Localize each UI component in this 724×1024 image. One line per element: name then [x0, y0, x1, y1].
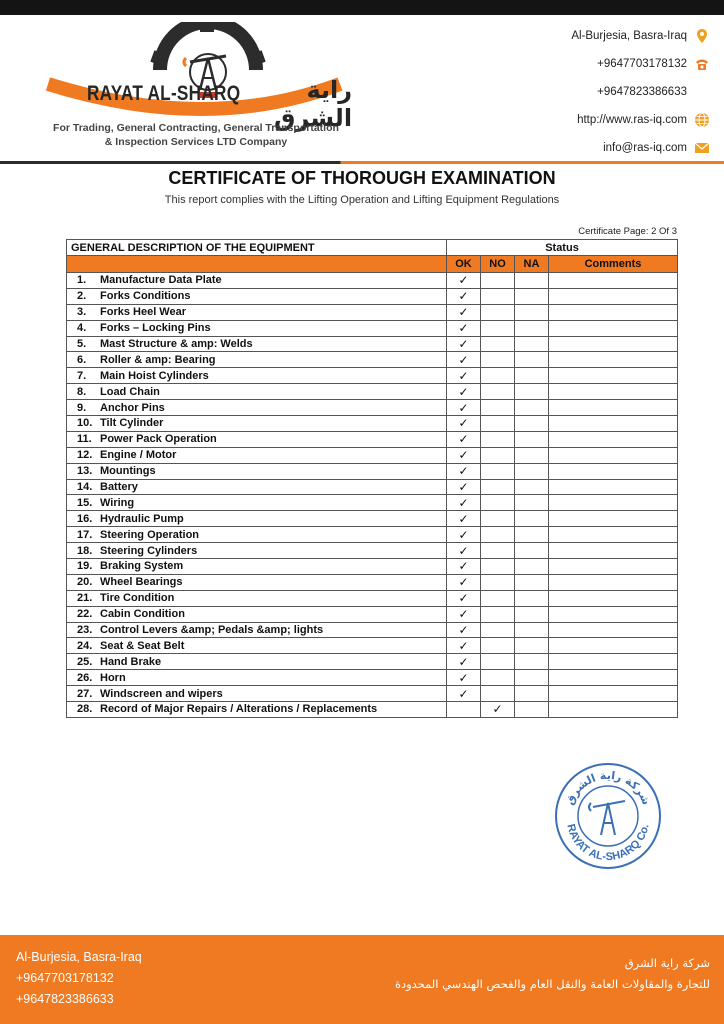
item-number: 23. [77, 624, 93, 637]
check-mark-icon: ✓ [492, 702, 503, 717]
status-na-cell [515, 320, 549, 336]
comments-cell [549, 495, 678, 511]
item-number: 15. [77, 496, 93, 509]
check-mark-icon: ✓ [458, 638, 469, 653]
status-no-cell [481, 527, 515, 543]
item-label: Wiring [100, 496, 135, 509]
status-ok-cell [447, 384, 481, 400]
status-ok-cell [447, 352, 481, 368]
item-cell [67, 288, 447, 304]
item-number: 3. [77, 306, 87, 319]
status-ok-cell [447, 638, 481, 654]
check-mark-icon: ✓ [458, 400, 469, 415]
comments-cell [549, 479, 678, 495]
status-na-cell [515, 288, 549, 304]
tagline-line-2: & Inspection Services LTD Company [104, 136, 288, 148]
comments-cell [549, 638, 678, 654]
status-no-cell [481, 590, 515, 606]
item-label: Forks Conditions [100, 290, 191, 303]
logo-text-arabic: راية الشرق [274, 76, 353, 132]
item-cell [67, 638, 447, 654]
status-ok-cell [447, 543, 481, 559]
check-mark-icon: ✓ [458, 623, 469, 638]
status-na-cell [515, 400, 549, 416]
footer-phone-1[interactable]: +9647703178132 [16, 971, 114, 985]
check-mark-icon: ✓ [458, 527, 469, 542]
footer-contact [16, 947, 142, 1010]
comments-cell [549, 368, 678, 384]
check-mark-icon: ✓ [458, 495, 469, 510]
email-text[interactable]: info@ras-iq.com [603, 142, 687, 154]
mail-icon [694, 140, 710, 156]
status-na-cell [515, 431, 549, 447]
table-row [67, 527, 678, 543]
status-na-cell [515, 352, 549, 368]
company-stamp [553, 761, 663, 871]
status-ok-cell [447, 686, 481, 702]
status-ok-cell [447, 463, 481, 479]
contact-address [460, 22, 710, 50]
item-number: 16. [77, 512, 93, 525]
item-cell [67, 463, 447, 479]
table-row [67, 638, 678, 654]
comments-cell [549, 622, 678, 638]
check-mark-icon: ✓ [458, 607, 469, 622]
header-blank [67, 256, 447, 273]
comments-cell [549, 543, 678, 559]
status-na-cell [515, 416, 549, 432]
table-row [67, 431, 678, 447]
status-no-cell [481, 416, 515, 432]
item-number: 17. [77, 528, 93, 541]
item-label: Steering Cylinders [100, 544, 198, 557]
check-mark-icon: ✓ [458, 480, 469, 495]
check-mark-icon: ✓ [458, 321, 469, 336]
table-header-row-2 [67, 256, 678, 273]
status-ok-cell [447, 447, 481, 463]
status-na-cell [515, 654, 549, 670]
status-na-cell [515, 479, 549, 495]
check-mark-icon: ✓ [458, 543, 469, 558]
stamp-derrick-icon [589, 801, 625, 835]
comments-cell [549, 416, 678, 432]
status-na-cell [515, 527, 549, 543]
status-na-cell [515, 368, 549, 384]
item-label: Seat & Seat Belt [100, 639, 185, 652]
status-na-cell [515, 495, 549, 511]
page-title: CERTIFICATE OF THOROUGH EXAMINATION [168, 168, 556, 188]
table-row [67, 670, 678, 686]
status-ok-cell [447, 670, 481, 686]
contact-phone-1[interactable] [460, 50, 710, 78]
item-label: Steering Operation [100, 528, 200, 541]
item-number: 14. [77, 481, 93, 494]
item-number: 27. [77, 687, 93, 700]
status-ok-cell [447, 606, 481, 622]
comments-cell [549, 400, 678, 416]
contact-website[interactable] [460, 106, 710, 134]
item-label: Control Levers &amp; Pedals &amp; lights [100, 624, 324, 637]
item-label: Mast Structure & amp: Welds [100, 338, 253, 350]
status-no-cell [481, 288, 515, 304]
phone-2-text[interactable]: +9647823386633 [597, 86, 687, 98]
check-mark-icon: ✓ [458, 575, 469, 590]
status-ok-cell [447, 273, 481, 289]
item-cell [67, 511, 447, 527]
check-mark-icon: ✓ [458, 448, 469, 463]
status-ok-cell [447, 622, 481, 638]
comments-cell [549, 686, 678, 702]
item-number: 19. [77, 560, 93, 573]
item-cell [67, 352, 447, 368]
item-label: Tire Condition [100, 592, 175, 605]
status-no-cell [481, 543, 515, 559]
status-ok-cell [447, 320, 481, 336]
status-no-cell [481, 495, 515, 511]
status-no-cell [481, 686, 515, 702]
item-label: Load Chain [100, 385, 160, 398]
status-ok-cell [447, 304, 481, 320]
table-row [67, 543, 678, 559]
item-number: 6. [77, 353, 87, 366]
comments-cell [549, 288, 678, 304]
item-label: Mountings [100, 465, 156, 478]
table-row [67, 622, 678, 638]
comments-cell [549, 574, 678, 590]
contact-email[interactable] [460, 134, 710, 162]
footer-address: Al-Burjesia, Basra-Iraq [16, 950, 142, 964]
comments-cell [549, 702, 678, 718]
location-pin-icon [694, 28, 710, 44]
status-na-cell [515, 702, 549, 718]
status-no-cell [481, 400, 515, 416]
item-number: 28. [77, 703, 93, 716]
table-row [67, 336, 678, 352]
item-label: Engine / Motor [100, 449, 177, 462]
table-row [67, 590, 678, 606]
contact-phone-2[interactable] [460, 78, 710, 106]
status-ok-cell [447, 400, 481, 416]
phone-1-text[interactable]: +9647703178132 [597, 58, 687, 70]
item-cell [67, 304, 447, 320]
item-label: Main Hoist Cylinders [100, 369, 209, 382]
item-number: 12. [77, 449, 93, 462]
status-na-cell [515, 304, 549, 320]
item-label: Roller & amp: Bearing [100, 353, 216, 366]
item-cell [67, 400, 447, 416]
status-no-cell [481, 368, 515, 384]
item-cell [67, 384, 447, 400]
comments-cell [549, 654, 678, 670]
item-cell [67, 654, 447, 670]
item-label: Hydraulic Pump [100, 512, 184, 525]
check-mark-icon: ✓ [458, 670, 469, 685]
check-mark-icon: ✓ [458, 686, 469, 701]
status-ok-cell [447, 574, 481, 590]
item-label: Battery [100, 481, 138, 494]
check-mark-icon: ✓ [458, 273, 469, 288]
check-mark-icon: ✓ [458, 289, 469, 304]
phone-icon [694, 56, 710, 72]
status-na-cell [515, 686, 549, 702]
item-cell [67, 320, 447, 336]
status-no-cell [481, 606, 515, 622]
status-ok-cell [447, 288, 481, 304]
item-cell [67, 686, 447, 702]
check-mark-icon: ✓ [458, 384, 469, 399]
item-cell [67, 495, 447, 511]
globe-icon [694, 112, 710, 128]
status-no-cell [481, 336, 515, 352]
status-na-cell [515, 559, 549, 575]
item-cell [67, 479, 447, 495]
item-number: 20. [77, 576, 93, 589]
table-row [67, 479, 678, 495]
status-na-cell [515, 543, 549, 559]
check-mark-icon: ✓ [458, 352, 469, 367]
equipment-examination-table [66, 239, 678, 718]
table-row [67, 368, 678, 384]
item-label: Braking System [100, 560, 184, 573]
table-row [67, 559, 678, 575]
item-number: 25. [77, 655, 93, 668]
item-number: 7. [77, 369, 87, 382]
status-ok-cell [447, 590, 481, 606]
table-row [67, 304, 678, 320]
item-number: 8. [77, 385, 87, 398]
status-no-cell [481, 320, 515, 336]
table-row [67, 352, 678, 368]
address-text: Al-Burjesia, Basra-Iraq [571, 30, 687, 42]
company-tagline [46, 121, 346, 149]
table-row [67, 511, 678, 527]
comments-cell [549, 384, 678, 400]
comments-cell [549, 511, 678, 527]
table-row [67, 288, 678, 304]
status-ok-cell [447, 479, 481, 495]
comments-cell [549, 273, 678, 289]
table-row [67, 273, 678, 289]
status-no-cell [481, 463, 515, 479]
item-label: Hand Brake [100, 655, 162, 668]
table-row [67, 702, 678, 718]
item-label: Cabin Condition [100, 608, 185, 621]
check-mark-icon: ✓ [458, 511, 469, 526]
table-row [67, 495, 678, 511]
item-label: Horn [100, 671, 126, 684]
comments-cell [549, 431, 678, 447]
status-ok-cell [447, 431, 481, 447]
check-mark-icon: ✓ [458, 559, 469, 574]
check-mark-icon: ✓ [458, 305, 469, 320]
logo-text-english: RAYAT AL-SHARQ [87, 82, 241, 105]
item-cell [67, 670, 447, 686]
status-no-cell [481, 559, 515, 575]
check-mark-icon: ✓ [458, 654, 469, 669]
item-label: Manufacture Data Plate [100, 274, 222, 287]
check-mark-icon: ✓ [458, 368, 469, 383]
status-na-cell [515, 463, 549, 479]
comments-cell [549, 559, 678, 575]
item-cell [67, 590, 447, 606]
table-row [67, 384, 678, 400]
status-na-cell [515, 606, 549, 622]
footer-arabic-line-1: شركة راية الشرق [624, 956, 710, 970]
certificate-page-number: Certificate Page: 2 Of 3 [578, 226, 677, 237]
status-na-cell [515, 447, 549, 463]
status-no-cell [481, 622, 515, 638]
status-ok-cell [447, 495, 481, 511]
status-no-cell [481, 447, 515, 463]
status-ok-cell [447, 527, 481, 543]
top-bar [0, 0, 724, 15]
status-no-cell [481, 384, 515, 400]
table-row [67, 606, 678, 622]
status-ok-cell [447, 336, 481, 352]
status-na-cell [515, 511, 549, 527]
comments-cell [549, 320, 678, 336]
status-no-cell [481, 670, 515, 686]
status-ok-cell [447, 559, 481, 575]
table-row [67, 400, 678, 416]
check-mark-icon: ✓ [458, 337, 469, 351]
stamp-text-bottom: RAYAT AL-SHARQ Co. [564, 822, 652, 864]
item-number: 26. [77, 671, 93, 684]
item-label: Anchor Pins [100, 401, 165, 414]
footer-phone-2[interactable]: +9647823386633 [16, 992, 114, 1006]
status-ok-cell [447, 511, 481, 527]
status-no-cell [481, 574, 515, 590]
item-cell [67, 336, 447, 352]
comments-cell [549, 304, 678, 320]
item-cell [67, 702, 447, 718]
status-na-cell [515, 622, 549, 638]
tagline-line-1: For Trading, General Contracting, General Transportation [53, 122, 339, 134]
item-number: 4. [77, 322, 87, 335]
col-ok: OK [447, 256, 481, 273]
col-na: NA [515, 256, 549, 273]
item-number: 2. [77, 290, 87, 303]
comments-cell [549, 606, 678, 622]
item-cell [67, 416, 447, 432]
page-subtitle: This report complies with the Lifting Operation and Lifting Equipment Regulations [164, 194, 560, 206]
status-no-cell [481, 654, 515, 670]
status-no-cell [481, 273, 515, 289]
status-ok-cell [447, 416, 481, 432]
item-label: Wheel Bearings [100, 576, 183, 589]
check-mark-icon: ✓ [458, 432, 469, 447]
comments-cell [549, 447, 678, 463]
item-cell [67, 447, 447, 463]
table-row [67, 686, 678, 702]
item-label: Power Pack Operation [100, 433, 217, 446]
comments-cell [549, 463, 678, 479]
item-cell [67, 606, 447, 622]
item-cell [67, 622, 447, 638]
item-cell [67, 574, 447, 590]
status-ok-cell [447, 368, 481, 384]
item-number: 24. [77, 639, 93, 652]
status-no-cell [481, 638, 515, 654]
check-mark-icon: ✓ [458, 464, 469, 479]
status-na-cell [515, 384, 549, 400]
item-number: 5. [77, 338, 87, 350]
header-divider [0, 161, 724, 164]
item-label: Forks Heel Wear [100, 306, 187, 319]
item-cell [67, 368, 447, 384]
col-no: NO [481, 256, 515, 273]
status-ok-cell [447, 702, 481, 718]
item-number: 18. [77, 544, 93, 557]
comments-cell [549, 590, 678, 606]
item-number: 1. [77, 274, 87, 287]
status-ok-cell [447, 654, 481, 670]
comments-cell [549, 336, 678, 352]
section-header: GENERAL DESCRIPTION OF THE EQUIPMENT [67, 240, 447, 256]
comments-cell [549, 670, 678, 686]
table-row [67, 574, 678, 590]
comments-cell [549, 352, 678, 368]
item-cell [67, 273, 447, 289]
item-number: 22. [77, 608, 93, 621]
comments-cell [549, 527, 678, 543]
item-cell [67, 559, 447, 575]
status-no-cell [481, 431, 515, 447]
table-row [67, 320, 678, 336]
footer-arabic-line-2: للتجارة والمقاولات العامة والنقل العام والفحص الهندسي المحدودة [394, 977, 710, 991]
table-header-row-1 [67, 240, 678, 256]
contact-info [460, 22, 710, 162]
item-label: Forks – Locking Pins [100, 322, 211, 335]
check-mark-icon: ✓ [458, 416, 469, 431]
item-number: 21. [77, 592, 93, 605]
item-cell [67, 543, 447, 559]
item-number: 9. [77, 401, 87, 414]
item-label: Windscreen and wipers [100, 687, 223, 700]
status-na-cell [515, 574, 549, 590]
status-no-cell [481, 479, 515, 495]
status-no-cell [481, 702, 515, 718]
item-label: Record of Major Repairs / Alterations / Replacements [100, 703, 378, 716]
col-comments: Comments [549, 256, 678, 273]
table-row [67, 463, 678, 479]
item-number: 10. [77, 417, 93, 430]
table-row [67, 416, 678, 432]
status-no-cell [481, 352, 515, 368]
table-row [67, 447, 678, 463]
item-cell [67, 527, 447, 543]
status-na-cell [515, 670, 549, 686]
status-na-cell [515, 336, 549, 352]
table-row [67, 654, 678, 670]
website-text[interactable]: http://www.ras-iq.com [577, 114, 687, 126]
check-mark-icon: ✓ [458, 591, 469, 606]
page-footer [0, 935, 724, 1024]
status-header: Status [447, 240, 678, 256]
stamp-text-top: شركة راية الشرق [563, 768, 654, 807]
footer-company-arabic [395, 953, 710, 995]
status-na-cell [515, 273, 549, 289]
status-na-cell [515, 638, 549, 654]
item-label: Tilt Cylinder [100, 417, 164, 430]
status-no-cell [481, 304, 515, 320]
item-number: 13. [77, 465, 93, 478]
item-number: 11. [77, 433, 92, 446]
status-na-cell [515, 590, 549, 606]
status-no-cell [481, 511, 515, 527]
item-cell [67, 431, 447, 447]
